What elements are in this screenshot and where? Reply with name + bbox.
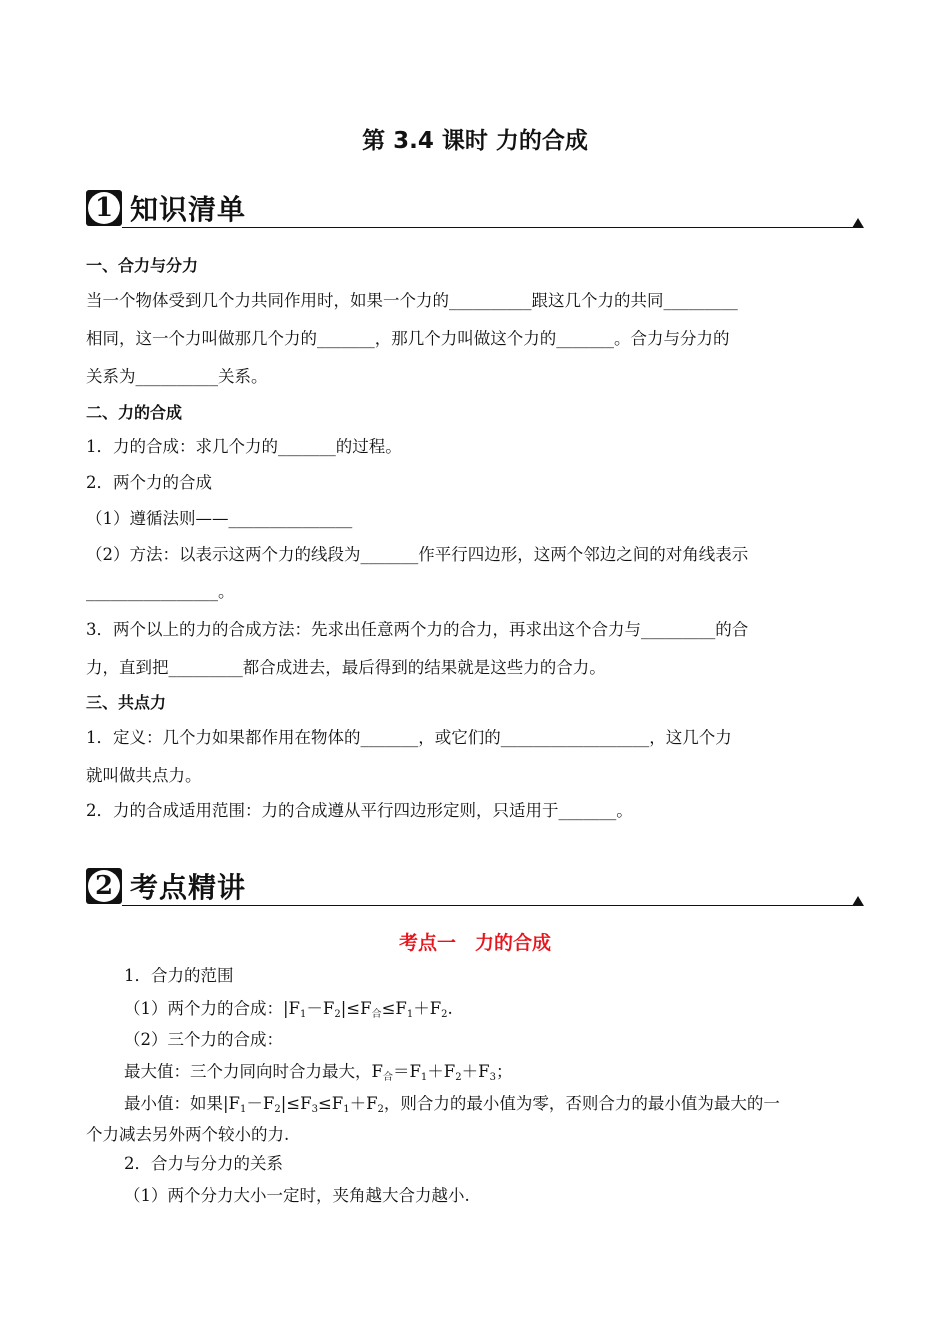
list-item: 1．定义：几个力如果都作用在物体的_______，或它们的__________________，这几个力 <box>86 728 732 747</box>
formula-line-max: 最大值：三个力同向时合力最大，$F_合=F_1+F_2+F_3$； <box>124 1062 513 1083</box>
list-item: 就叫做共点力。 <box>86 766 202 785</box>
key-point-title: 考点一 力的合成 <box>398 932 551 954</box>
section-header-key-points <box>86 868 864 908</box>
list-item: 1．合力的范围 <box>124 966 234 985</box>
heading-resultant-force: 一、合力与分力 <box>86 256 199 275</box>
list-item: （2）三个力的合成： <box>124 1030 283 1049</box>
section-title: 考点精讲 <box>130 871 247 904</box>
list-item: （2）方法：以表示这两个力的线段为_______作平行四边形，这两个邻边之间的对角线表示 <box>86 545 749 564</box>
heading-composition: 二、力的合成 <box>86 403 183 422</box>
triangle-icon <box>852 218 864 228</box>
page-title: 第 3.4 课时 力的合成 <box>362 128 588 154</box>
formula-line-two-forces: （1）两个力的合成：$|F_1-F_2|\le F_合\le F_1+F_2$. <box>124 999 453 1020</box>
list-item: 2．两个力的合成 <box>86 473 212 492</box>
paragraph-line: 相同，这一个力叫做那几个力的_______，那几个力叫做这个力的_______。合力与分力的 <box>86 329 730 348</box>
list-item: 2．力的合成适用范围：力的合成遵从平行四边形定则，只适用于_______。 <box>86 801 633 820</box>
list-item: 1．力的合成：求几个力的_______的过程。 <box>86 437 402 456</box>
list-item: （1）遵循法则——_______________ <box>86 509 353 528</box>
list-item: 2．合力与分力的关系 <box>124 1154 283 1173</box>
section-rule <box>122 905 856 906</box>
list-item: 3．两个以上的力的合成方法：先求出任意两个力的合力，再求出这个合力与_________的合 <box>86 620 749 639</box>
paragraph-line: 当一个物体受到几个力共同作用时，如果一个力的__________跟这几个力的共同_________ <box>86 291 738 310</box>
section-number-badge: 1 <box>86 190 122 226</box>
heading-concurrent-forces: 三、共点力 <box>86 693 167 712</box>
paragraph-line: 个力减去另外两个较小的力. <box>86 1125 290 1144</box>
section-title: 知识清单 <box>130 193 247 226</box>
list-item: （1）两个分力大小一定时，夹角越大合力越小. <box>124 1186 470 1205</box>
list-item: ________________。 <box>86 582 235 601</box>
triangle-icon <box>852 896 864 906</box>
formula-line-min: 最小值：如果$|F_1-F_2|\le F_3\le F_1+F_2$，则合力的最小值为零，否则合力的最小值为最大的一 <box>124 1094 780 1115</box>
paragraph-line: 关系为__________关系。 <box>86 367 268 386</box>
section-number-badge: 2 <box>86 868 122 904</box>
list-item: 力，直到把_________都合成进去，最后得到的结果就是这些力的合力。 <box>86 658 606 677</box>
section-header-knowledge <box>86 190 864 230</box>
section-rule <box>122 227 856 228</box>
